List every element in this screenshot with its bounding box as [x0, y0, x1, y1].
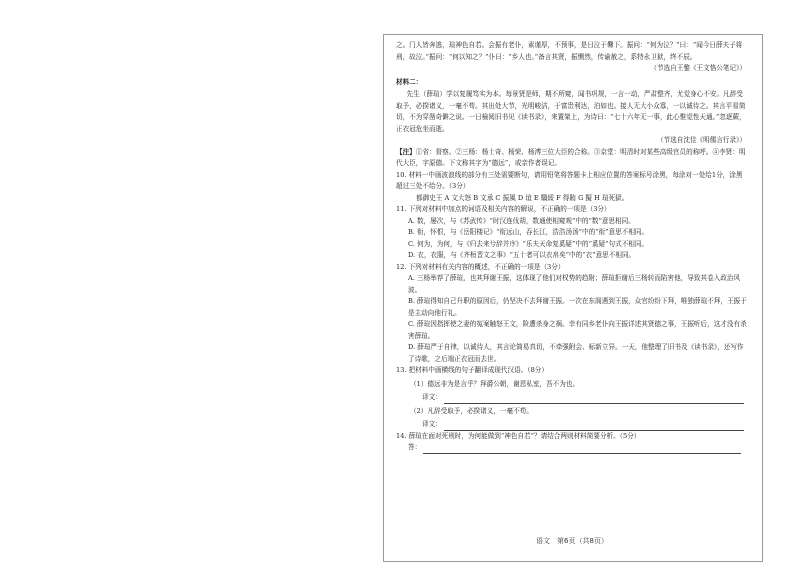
- translation-label-2: 译文：: [422, 420, 442, 428]
- page-content: [396, 40, 748, 454]
- question-11-option-a: A. 数，屡次，与《苏武传》“时汉连伐胡，数通使相窥观”中的“数”意思相同。: [408, 216, 635, 225]
- note-text: ①省：督察。②三杨：杨士奇、杨荣、杨溥三位大臣的合称。③京堂：明清时对某些高级官员的称呼。④李贤：明代大臣，字原德。下文称其字为“德远”，或亲作者误记。: [396, 147, 746, 167]
- question-12-stem: 12. 下列对材料有关内容的概述，不正确的一项是（3分）: [396, 262, 565, 271]
- material-two-text: 先生（薛瑄）学以复履笃实为本。每景贤是师，期不所窥，闻书巩规，一言一动，严肃整齐，尤觉身心不安。凡辞受取予，必揆诸义，一毫不苟。其出处大节，光明峻洁，于富贵利达，泊如也。接人无大小众寡，一以诚待之。其言平易简切，不为穿凿奇僻之说。一日檢阅旧书见《读书录》，来置架上，为诗曰：“七十六年无一事，此心惟觉性天通。”忽逐蕨，正衣冠危坐而逝。: [396, 90, 746, 133]
- material-one-text: 之。门人皆奔逃，瑄神色自若。会振有老仆，素谨厚，不预事，是日泣于爨下。振问：“何为泣？”曰：“闻今日薛夫子将刑，故泣。”振问：“何以知之？”仆曰：“乡人也。”备言其贤，振恻然，传谕赦之，系特永卫狱，终不辰。: [396, 41, 743, 61]
- question-10-sentence: 都御史王 A 文大怒 B 文承 C 振風 D 谊 E 騶綏 F 得賄 G 擬 H 瑄死獄。: [416, 193, 629, 202]
- question-12-option-b: B. 薛瑄得知自己升职的原因后，仍坚决不去拜谢王振。一次在东阁遇到王振，众官纷纷下拜，唯独薛瑄不拜，王振于是主动向他行礼。: [408, 297, 747, 317]
- question-12-option-a: A. 三杨举荐了薛瑄，也其拜谢王振，这体现了他们对权势的趋附；薛瑄拒谢后三杨转而陷害他，导致其卷入政治风波。: [408, 274, 741, 294]
- question-13-sentence-2: （2）凡辞受取予，必揆诸义，一毫不苟。: [410, 406, 533, 415]
- question-11-stem: 11. 下列对材料中加点的词语及相关内容的解说，不正确的一项是（3分）: [396, 205, 611, 213]
- translation-answer-field-2[interactable]: [444, 421, 744, 431]
- page-footer: 语文 第6页（共8页）: [536, 537, 608, 545]
- question-14-stem: 14. 薛瑄在面对死刑时，为何能做到“神色自若”？请结合两则材料简要分析。（5分）: [396, 431, 641, 440]
- translation-answer-field-1[interactable]: [444, 394, 744, 404]
- question-13-answer-2: [410, 419, 748, 431]
- translation-label-1: 译文：: [422, 393, 442, 401]
- material-two-heading: 材料二：: [396, 77, 423, 86]
- question-13-stem: 13. 把材料中画横线的句子翻译成现代汉语。（8分）: [396, 366, 548, 374]
- question-12-option-d: D. 薛瑄严于自律，以诚待人，其言论简易真切，不牵强附会、标新立异。一天，他整理了旧书及《读书录》，还写作了诗歌，之后端正衣冠而去世。: [408, 343, 744, 363]
- answer-label: 答：: [408, 443, 422, 451]
- question-12-option-c: C. 薛瑄因指挥使之妻的冤案触怒王文，险遭杀身之祸。幸有同乡老仆向王振详述其贤德之事，王振听后，这才没有杀害薛瑄。: [408, 320, 747, 340]
- material-one-source: （节选自王鏊《王文恪公笔记》）: [650, 64, 746, 72]
- question-14-answer: [396, 442, 748, 454]
- question-10-stem: 10. 材料一中画波浪线的部分有三处需要断句，请用铅笔将答题卡上相应位置的答案标号涂黑，每涂对一处给1分，涂黑超过三处不给分。（3分）: [396, 170, 743, 190]
- notes: [396, 147, 748, 170]
- question-11-option-d: D. 衣，衣服，与《齐桓晋文之事》“五十者可以衣帛矣”中的“衣”意思不相同。: [408, 251, 636, 259]
- question-11-option-c: C. 何为，为何，与《归去来兮辞并序》“乐夫天命复奚疑”中的“奚疑”句式不相同。: [408, 239, 649, 248]
- question-13-sentence-1: （1）德远非为是言乎？拜爵公朝，谢恩私室，吾不为也。: [410, 379, 580, 388]
- material-two-source: （节选自沈佳《明儒言行录》）: [656, 136, 746, 144]
- note-label: 【注】: [396, 147, 416, 156]
- answer-field[interactable]: [423, 444, 741, 454]
- question-11-option-b: B. 衔，怀恨，与《岳阳楼记》“衔远山，吞长江，浩浩汤汤”中的“衔”意思不相同。: [408, 228, 649, 236]
- question-13-answer-1: [410, 392, 748, 404]
